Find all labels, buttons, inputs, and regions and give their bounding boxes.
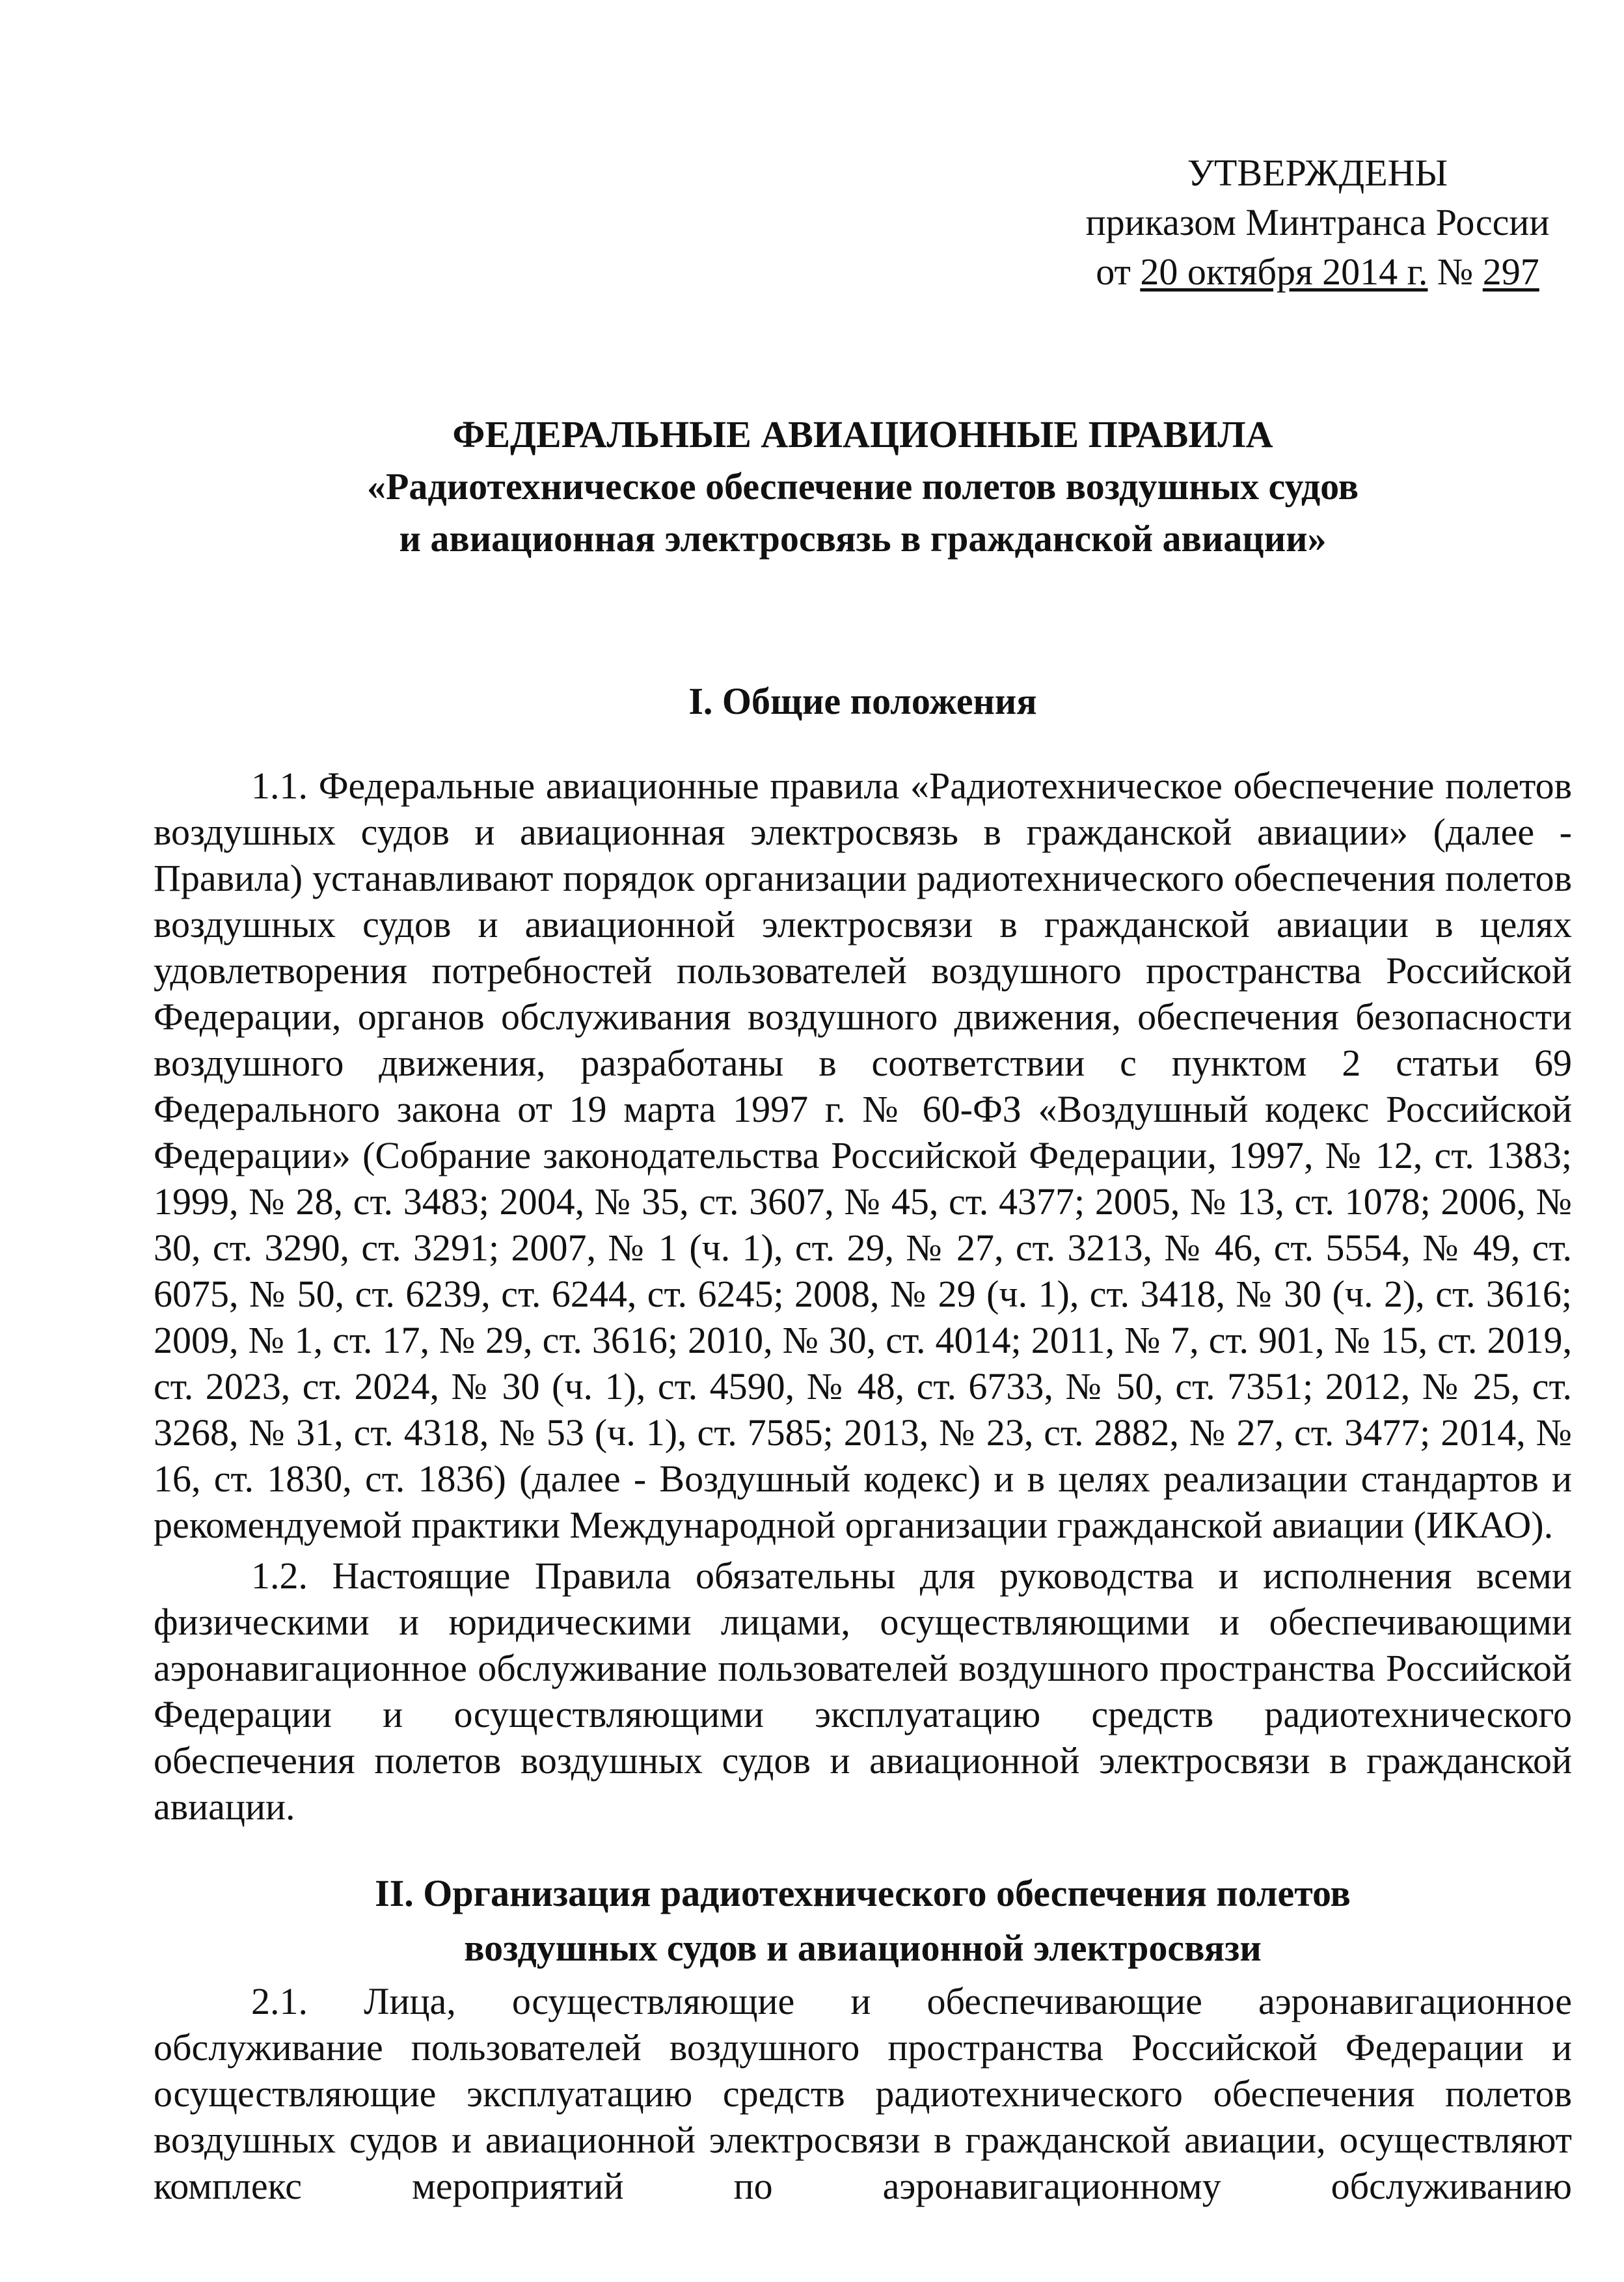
approval-stamp — [1061, 148, 1575, 297]
document-title — [154, 409, 1572, 565]
paragraph-1-1: 1.1. Федеральные авиационные правила «Радиотехническое обеспечение полетов воздушных судов и авиационная электросвязь в гражданской авиации» (далее - Правила) устанавливают порядок организации радиотехнического обеспечения полетов воздушных судов и авиационной электросвязи в гражданской авиации в целях удовлетворения потребностей пользователей воздушного пространства Российской Федерации, органов обслуживания воздушного движения, обеспечения безопасности воздушного движения, разработаны в соответствии с пунктом 2 статьи 69 Федерального закона от 19 марта 1997 г. № 60-ФЗ «Воздушный кодекс Российской Федерации» (Собрание законодательства Российской Федерации, 1997, № 12, ст. 1383; 1999, № 28, ст. 3483; 2004, № 35, ст. 3607, № 45, ст. 4377; 2005, № 13, ст. 1078; 2006, № 30, ст. 3290, ст. 3291; 2007, № 1 (ч. 1), ст. 29, № 27, ст. 3213, № 46, ст. 5554, № 49, ст. 6075, № 50, ст. 6239, ст. 6244, ст. 6245; 2008, № 29 (ч. 1), ст. 3418, № 30 (ч. 2), ст. 3616; 2009, № 1, ст. 17, № 29, ст. 3616; 2010, № 30, ст. 4014; 2011, № 7, ст. 901, № 15, ст. 2019, ст. 2023, ст. 2024, № 30 (ч. 1), ст. 4590, № 48, ст. 6733, № 50, ст. 7351; 2012, № 25, ст. 3268, № 31, ст. 4318, № 53 (ч. 1), ст. 7585; 2013, № 23, ст. 2882, № 27, ст. 3477; 2014, № 16, ст. 1830, ст. 1836) (далее - Воздушный кодекс) и в целях реализации стандартов и рекомендуемой практики Международной организации гражданской авиации (ИКАО). — [154, 765, 1572, 1546]
approval-date: 20 октября 2014 г. — [1140, 251, 1428, 293]
section-2-heading-line-2: воздушных судов и авиационной электросвязи — [464, 1927, 1262, 1969]
approval-line-order: приказом Минтранса России — [1085, 201, 1550, 243]
title-line-2: «Радиотехническое обеспечение полетов воздушных судов — [366, 465, 1359, 508]
approval-line-approved: УТВЕРЖДЕНЫ — [1187, 152, 1448, 194]
paragraph-2-1: 2.1. Лица, осуществляющие и обеспечивающие аэронавигационное обслуживание пользователей воздушного пространства Российской Федерации и осуществляющие эксплуатацию средств радиотехнического обеспечения полетов воздушных судов и авиационной электросвязи в гражданской авиации, осуществляют комплекс мероприятий по аэронавигационному обслуживанию — [154, 1980, 1572, 2207]
title-line-3: и авиационная электросвязь в гражданской авиации» — [399, 517, 1327, 560]
approval-date-prefix: от — [1096, 251, 1141, 293]
title-line-1: ФЕДЕРАЛЬНЫЕ АВИАЦИОННЫЕ ПРАВИЛА — [452, 413, 1273, 455]
paragraph-1-2: 1.2. Настоящие Правила обязательны для руководства и исполнения всеми физическими и юридическими лицами, осуществляющими и обеспечивающими аэронавигационное обслуживание пользователей воздушного пространства Российской Федерации и осуществляющими эксплуатацию средств радиотехнического обеспечения полетов воздушных судов и авиационной электросвязи в гражданской авиации. — [154, 1555, 1572, 1828]
section-2-heading-line-1: II. Организация радиотехнического обеспечения полетов — [375, 1872, 1351, 1914]
approval-number-label: № — [1428, 251, 1483, 293]
section-2-heading — [154, 1866, 1572, 1976]
approval-number: 297 — [1482, 251, 1539, 293]
approval-line-date — [1061, 247, 1575, 297]
section-1-heading: I. Общие положения — [688, 680, 1037, 722]
